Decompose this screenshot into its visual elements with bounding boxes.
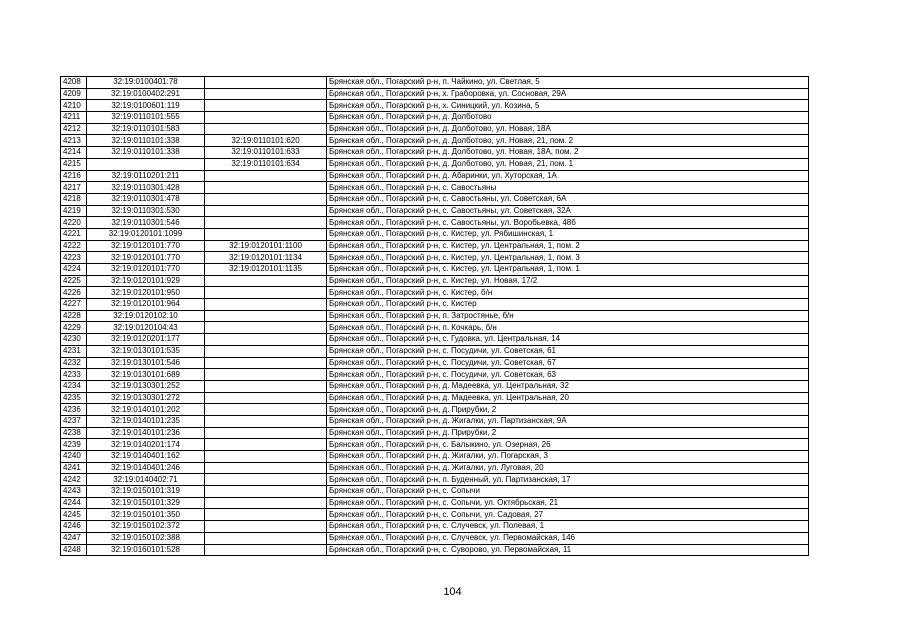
address-cell: Брянская обл., Погарский р-н, д. Долботово, ул. Новая, 18А bbox=[327, 123, 809, 135]
address-cell: Брянская обл., Погарский р-н, с. Кистер, б/н bbox=[327, 287, 809, 299]
sub-object-number-cell bbox=[205, 88, 327, 100]
address-cell: Брянская обл., Погарский р-н, д. Абаринки, ул. Хуторская, 1А bbox=[327, 170, 809, 182]
cadastral-number-cell: 32:19:0110301:546 bbox=[87, 217, 205, 229]
sub-object-number-cell bbox=[205, 205, 327, 217]
sub-object-number-cell bbox=[205, 415, 327, 427]
address-cell: Брянская обл., Погарский р-н, п. Чайкино, ул. Светлая, 5 bbox=[327, 77, 809, 89]
sub-object-number-cell bbox=[205, 474, 327, 486]
cadastral-number-cell bbox=[87, 158, 205, 170]
cadastral-number-cell: 32:19:0110201:211 bbox=[87, 170, 205, 182]
address-cell: Брянская обл., Погарский р-н, с. Посудичи, ул. Советская, 61 bbox=[327, 345, 809, 357]
address-cell: Брянская обл., Погарский р-н, д. Жигалки, ул. Партизанская, 9А bbox=[327, 415, 809, 427]
cadastral-number-cell: 32:19:0160101:528 bbox=[87, 544, 205, 556]
row-number-cell: 4246 bbox=[61, 521, 87, 533]
address-cell: Брянская обл., Погарский р-н, д. Прирубки, 2 bbox=[327, 404, 809, 416]
table-row bbox=[61, 77, 809, 89]
sub-object-number-cell bbox=[205, 193, 327, 205]
sub-object-number-cell bbox=[205, 182, 327, 194]
sub-object-number-cell: 32:19:0110101:620 bbox=[205, 135, 327, 147]
table-row bbox=[61, 299, 809, 311]
sub-object-number-cell: 32:19:0120101:1134 bbox=[205, 252, 327, 264]
cadastral-number-cell: 32:19:0130301:272 bbox=[87, 392, 205, 404]
address-cell: Брянская обл., Погарский р-н, с. Савостьяны, ул. Воробьевка, 48б bbox=[327, 217, 809, 229]
page-number: 104 bbox=[443, 586, 462, 598]
table-row bbox=[61, 158, 809, 170]
table-row bbox=[61, 170, 809, 182]
row-number-cell: 4232 bbox=[61, 357, 87, 369]
table-row bbox=[61, 228, 809, 240]
cadastral-number-cell: 32:19:0120101:950 bbox=[87, 287, 205, 299]
sub-object-number-cell bbox=[205, 334, 327, 346]
cadastral-number-cell: 32:19:0140201:174 bbox=[87, 439, 205, 451]
address-cell: Брянская обл., Погарский р-н, с. Балыкино, ул. Озерная, 26 bbox=[327, 439, 809, 451]
sub-object-number-cell bbox=[205, 532, 327, 544]
row-number-cell: 4219 bbox=[61, 205, 87, 217]
sub-object-number-cell bbox=[205, 112, 327, 124]
property-registry-table bbox=[60, 76, 809, 556]
table-row bbox=[61, 427, 809, 439]
cadastral-number-cell: 32:19:0120101:770 bbox=[87, 264, 205, 276]
row-number-cell: 4236 bbox=[61, 404, 87, 416]
cadastral-number-cell: 32:19:0120101:770 bbox=[87, 240, 205, 252]
sub-object-number-cell bbox=[205, 486, 327, 498]
table-row bbox=[61, 205, 809, 217]
cadastral-number-cell: 32:19:0120102:10 bbox=[87, 310, 205, 322]
row-number-cell: 4241 bbox=[61, 462, 87, 474]
address-cell: Брянская обл., Погарский р-н, с. Случевск, ул. Полевая, 1 bbox=[327, 521, 809, 533]
row-number-cell: 4211 bbox=[61, 112, 87, 124]
sub-object-number-cell bbox=[205, 521, 327, 533]
table-row bbox=[61, 334, 809, 346]
row-number-cell: 4220 bbox=[61, 217, 87, 229]
table-row bbox=[61, 287, 809, 299]
address-cell: Брянская обл., Погарский р-н, д. Мадеевка, ул. Центральная, 20 bbox=[327, 392, 809, 404]
row-number-cell: 4223 bbox=[61, 252, 87, 264]
sub-object-number-cell bbox=[205, 287, 327, 299]
address-cell: Брянская обл., Погарский р-н, с. Кистер, ул. Новая, 17/2 bbox=[327, 275, 809, 287]
row-number-cell: 4213 bbox=[61, 135, 87, 147]
sub-object-number-cell bbox=[205, 427, 327, 439]
cadastral-number-cell: 32:19:0100402:291 bbox=[87, 88, 205, 100]
table-row bbox=[61, 147, 809, 159]
cadastral-number-cell: 32:19:0100401:78 bbox=[87, 77, 205, 89]
cadastral-number-cell: 32:19:0110301:428 bbox=[87, 182, 205, 194]
table-row bbox=[61, 369, 809, 381]
table-row bbox=[61, 275, 809, 287]
cadastral-number-cell: 32:19:0110101:338 bbox=[87, 135, 205, 147]
sub-object-number-cell bbox=[205, 217, 327, 229]
table-row bbox=[61, 439, 809, 451]
table-row bbox=[61, 532, 809, 544]
address-cell: Брянская обл., Погарский р-н, с. Кистер bbox=[327, 299, 809, 311]
table-row bbox=[61, 217, 809, 229]
address-cell: Брянская обл., Погарский р-н, х. Граборовка, ул. Сосновая, 29А bbox=[327, 88, 809, 100]
table-row bbox=[61, 474, 809, 486]
address-cell: Брянская обл., Погарский р-н, п. Затростянье, б/н bbox=[327, 310, 809, 322]
row-number-cell: 4247 bbox=[61, 532, 87, 544]
table-row bbox=[61, 392, 809, 404]
table-row bbox=[61, 415, 809, 427]
registry-table-body bbox=[61, 77, 809, 556]
sub-object-number-cell: 32:19:0120101:1135 bbox=[205, 264, 327, 276]
sub-object-number-cell bbox=[205, 380, 327, 392]
table-row bbox=[61, 123, 809, 135]
cadastral-number-cell: 32:19:0140101:202 bbox=[87, 404, 205, 416]
cadastral-number-cell: 32:19:0120101:770 bbox=[87, 252, 205, 264]
address-cell: Брянская обл., Погарский р-н, с. Посудичи, ул. Советская, 63 bbox=[327, 369, 809, 381]
row-number-cell: 4208 bbox=[61, 77, 87, 89]
table-row bbox=[61, 240, 809, 252]
cadastral-number-cell: 32:19:0120101:1099 bbox=[87, 228, 205, 240]
sub-object-number-cell bbox=[205, 100, 327, 112]
table-row bbox=[61, 182, 809, 194]
address-cell: Брянская обл., Погарский р-н, с. Кистер, ул. Рябишинская, 1 bbox=[327, 228, 809, 240]
cadastral-number-cell: 32:19:0140101:235 bbox=[87, 415, 205, 427]
sub-object-number-cell: 32:19:0110101:634 bbox=[205, 158, 327, 170]
cadastral-number-cell: 32:19:0120201:177 bbox=[87, 334, 205, 346]
cadastral-number-cell: 32:19:0110301:478 bbox=[87, 193, 205, 205]
table-row bbox=[61, 357, 809, 369]
row-number-cell: 4218 bbox=[61, 193, 87, 205]
sub-object-number-cell bbox=[205, 310, 327, 322]
cadastral-number-cell: 32:19:0140101:236 bbox=[87, 427, 205, 439]
sub-object-number-cell bbox=[205, 357, 327, 369]
row-number-cell: 4221 bbox=[61, 228, 87, 240]
sub-object-number-cell: 32:19:0120101:1100 bbox=[205, 240, 327, 252]
row-number-cell: 4225 bbox=[61, 275, 87, 287]
row-number-cell: 4237 bbox=[61, 415, 87, 427]
table-row bbox=[61, 193, 809, 205]
sub-object-number-cell: 32:19:0110101:633 bbox=[205, 147, 327, 159]
row-number-cell: 4215 bbox=[61, 158, 87, 170]
cadastral-number-cell: 32:19:0120101:964 bbox=[87, 299, 205, 311]
sub-object-number-cell bbox=[205, 77, 327, 89]
cadastral-number-cell: 32:19:0110101:583 bbox=[87, 123, 205, 135]
row-number-cell: 4230 bbox=[61, 334, 87, 346]
table-row bbox=[61, 345, 809, 357]
cadastral-number-cell: 32:19:0150101:329 bbox=[87, 497, 205, 509]
row-number-cell: 4210 bbox=[61, 100, 87, 112]
sub-object-number-cell bbox=[205, 123, 327, 135]
row-number-cell: 4234 bbox=[61, 380, 87, 392]
cadastral-number-cell: 32:19:0130101:535 bbox=[87, 345, 205, 357]
sub-object-number-cell bbox=[205, 392, 327, 404]
cadastral-number-cell: 32:19:0140401:246 bbox=[87, 462, 205, 474]
row-number-cell: 4209 bbox=[61, 88, 87, 100]
cadastral-number-cell: 32:19:0140402:71 bbox=[87, 474, 205, 486]
row-number-cell: 4235 bbox=[61, 392, 87, 404]
table-row bbox=[61, 497, 809, 509]
address-cell: Брянская обл., Погарский р-н, с. Суворово, ул. Первомайская, 11 bbox=[327, 544, 809, 556]
table-row bbox=[61, 404, 809, 416]
address-cell: Брянская обл., Погарский р-н, х. Синицкий, ул. Козина, 5 bbox=[327, 100, 809, 112]
row-number-cell: 4238 bbox=[61, 427, 87, 439]
row-number-cell: 4216 bbox=[61, 170, 87, 182]
row-number-cell: 4227 bbox=[61, 299, 87, 311]
sub-object-number-cell bbox=[205, 544, 327, 556]
row-number-cell: 4233 bbox=[61, 369, 87, 381]
row-number-cell: 4222 bbox=[61, 240, 87, 252]
address-cell: Брянская обл., Погарский р-н, с. Кистер, ул. Центральная, 1, пом. 2 bbox=[327, 240, 809, 252]
sub-object-number-cell bbox=[205, 228, 327, 240]
address-cell: Брянская обл., Погарский р-н, с. Кистер, ул. Центральная, 1, пом. 1 bbox=[327, 264, 809, 276]
address-cell: Брянская обл., Погарский р-н, п. Кочкарь, б/н bbox=[327, 322, 809, 334]
row-number-cell: 4217 bbox=[61, 182, 87, 194]
address-cell: Брянская обл., Погарский р-н, с. Гудовка, ул. Центральная, 14 bbox=[327, 334, 809, 346]
address-cell: Брянская обл., Погарский р-н, с. Кистер, ул. Центральная, 1, пом. 3 bbox=[327, 252, 809, 264]
cadastral-number-cell: 32:19:0120104:43 bbox=[87, 322, 205, 334]
sub-object-number-cell bbox=[205, 275, 327, 287]
cadastral-number-cell: 32:19:0130101:546 bbox=[87, 357, 205, 369]
table-row bbox=[61, 486, 809, 498]
row-number-cell: 4245 bbox=[61, 509, 87, 521]
address-cell: Брянская обл., Погарский р-н, с. Сопычи bbox=[327, 486, 809, 498]
table-row bbox=[61, 462, 809, 474]
sub-object-number-cell bbox=[205, 369, 327, 381]
row-number-cell: 4228 bbox=[61, 310, 87, 322]
cadastral-number-cell: 32:19:0120101:929 bbox=[87, 275, 205, 287]
address-cell: Брянская обл., Погарский р-н, с. Посудичи, ул. Советская, 67 bbox=[327, 357, 809, 369]
cadastral-number-cell: 32:19:0130101:689 bbox=[87, 369, 205, 381]
sub-object-number-cell bbox=[205, 170, 327, 182]
table-row bbox=[61, 264, 809, 276]
row-number-cell: 4239 bbox=[61, 439, 87, 451]
table-row bbox=[61, 252, 809, 264]
address-cell: Брянская обл., Погарский р-н, д. Долботово, ул. Новая, 21, пом. 2 bbox=[327, 135, 809, 147]
sub-object-number-cell bbox=[205, 509, 327, 521]
cadastral-number-cell: 32:19:0130301:252 bbox=[87, 380, 205, 392]
table-row bbox=[61, 88, 809, 100]
row-number-cell: 4240 bbox=[61, 451, 87, 463]
row-number-cell: 4212 bbox=[61, 123, 87, 135]
sub-object-number-cell bbox=[205, 497, 327, 509]
address-cell: Брянская обл., Погарский р-н, с. Случевск, ул. Первомайская, 146 bbox=[327, 532, 809, 544]
table-row bbox=[61, 544, 809, 556]
table-row bbox=[61, 509, 809, 521]
row-number-cell: 4248 bbox=[61, 544, 87, 556]
sub-object-number-cell bbox=[205, 462, 327, 474]
sub-object-number-cell bbox=[205, 345, 327, 357]
row-number-cell: 4214 bbox=[61, 147, 87, 159]
sub-object-number-cell bbox=[205, 451, 327, 463]
table-row bbox=[61, 380, 809, 392]
address-cell: Брянская обл., Погарский р-н, д. Жигалки, ул. Погарская, 3 bbox=[327, 451, 809, 463]
address-cell: Брянская обл., Погарский р-н, д. Жигалки, ул. Луговая, 20 bbox=[327, 462, 809, 474]
sub-object-number-cell bbox=[205, 299, 327, 311]
row-number-cell: 4229 bbox=[61, 322, 87, 334]
row-number-cell: 4244 bbox=[61, 497, 87, 509]
row-number-cell: 4243 bbox=[61, 486, 87, 498]
table-row bbox=[61, 310, 809, 322]
row-number-cell: 4242 bbox=[61, 474, 87, 486]
cadastral-number-cell: 32:19:0150101:319 bbox=[87, 486, 205, 498]
table-row bbox=[61, 112, 809, 124]
cadastral-number-cell: 32:19:0110101:555 bbox=[87, 112, 205, 124]
table-row bbox=[61, 135, 809, 147]
row-number-cell: 4231 bbox=[61, 345, 87, 357]
address-cell: Брянская обл., Погарский р-н, д. Долботово, ул. Новая, 18А, пом. 2 bbox=[327, 147, 809, 159]
address-cell: Брянская обл., Погарский р-н, с. Савостьяны, ул. Советская, 32А bbox=[327, 205, 809, 217]
row-number-cell: 4224 bbox=[61, 264, 87, 276]
address-cell: Брянская обл., Погарский р-н, д. Долботово, ул. Новая, 21, пом. 1 bbox=[327, 158, 809, 170]
cadastral-number-cell: 32:19:0110301:530 bbox=[87, 205, 205, 217]
address-cell: Брянская обл., Погарский р-н, д. Долботово bbox=[327, 112, 809, 124]
table-row bbox=[61, 322, 809, 334]
cadastral-number-cell: 32:19:0150101:350 bbox=[87, 509, 205, 521]
address-cell: Брянская обл., Погарский р-н, п. Буденный, ул. Партизанская, 17 bbox=[327, 474, 809, 486]
address-cell: Брянская обл., Погарский р-н, с. Сопычи, ул. Садовая, 27 bbox=[327, 509, 809, 521]
cadastral-number-cell: 32:19:0140401:162 bbox=[87, 451, 205, 463]
sub-object-number-cell bbox=[205, 404, 327, 416]
table-row bbox=[61, 521, 809, 533]
address-cell: Брянская обл., Погарский р-н, д. Мадеевка, ул. Центральная, 32 bbox=[327, 380, 809, 392]
address-cell: Брянская обл., Погарский р-н, д. Прирубки, 2 bbox=[327, 427, 809, 439]
row-number-cell: 4226 bbox=[61, 287, 87, 299]
address-cell: Брянская обл., Погарский р-н, с. Сопычи, ул. Октябрьская, 21 bbox=[327, 497, 809, 509]
sub-object-number-cell bbox=[205, 439, 327, 451]
cadastral-number-cell: 32:19:0110101:338 bbox=[87, 147, 205, 159]
address-cell: Брянская обл., Погарский р-н, с. Савостьяны, ул. Советская, 6А bbox=[327, 193, 809, 205]
sub-object-number-cell bbox=[205, 322, 327, 334]
table-row bbox=[61, 100, 809, 112]
cadastral-number-cell: 32:19:0150102:388 bbox=[87, 532, 205, 544]
address-cell: Брянская обл., Погарский р-н, с. Савостьяны bbox=[327, 182, 809, 194]
cadastral-number-cell: 32:19:0150102:372 bbox=[87, 521, 205, 533]
table-row bbox=[61, 451, 809, 463]
cadastral-number-cell: 32:19:0100601:119 bbox=[87, 100, 205, 112]
